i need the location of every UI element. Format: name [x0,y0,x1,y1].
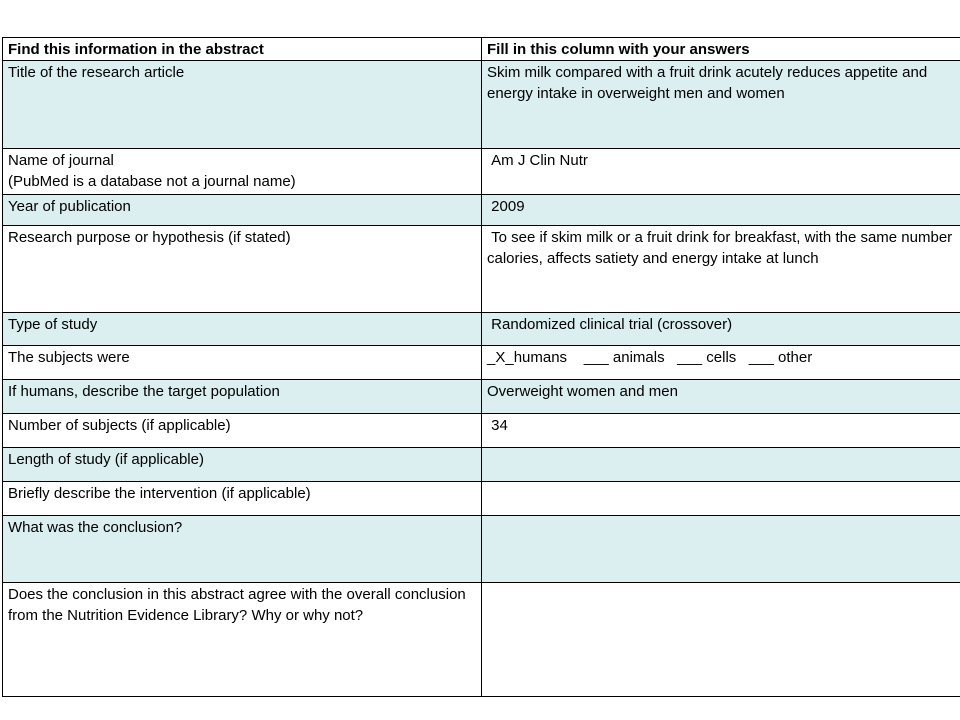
table-row [3,149,960,195]
answer-cell[interactable]: Skim milk compared with a fruit drink acutely reduces appetite and energy intake in overweight men and women [482,61,960,149]
table-row [3,346,960,380]
prompt-cell: Title of the research article [3,61,482,149]
prompt-cell: What was the conclusion? [3,516,482,583]
answer-cell[interactable] [482,482,960,516]
answer-cell[interactable] [482,583,960,697]
table-row [3,448,960,482]
answer-cell[interactable]: _X_humans ___ animals ___ cells ___ other [482,346,960,380]
answer-cell[interactable] [482,516,960,583]
table-row [3,583,960,697]
prompt-cell: If humans, describe the target population [3,380,482,414]
prompt-cell: Briefly describe the intervention (if applicable) [3,482,482,516]
header-answer-column: Fill in this column with your answers [482,38,960,61]
header-prompt-column: Find this information in the abstract [3,38,482,61]
table-row [3,61,960,149]
answer-cell[interactable]: Randomized clinical trial (crossover) [482,313,960,346]
prompt-cell: Type of study [3,313,482,346]
table-row [3,226,960,313]
answer-cell[interactable]: Overweight women and men [482,380,960,414]
answer-cell[interactable]: To see if skim milk or a fruit drink for breakfast, with the same number calories, affects satiety and energy intake at lunch [482,226,960,313]
abstract-worksheet-table [2,37,960,697]
answer-cell[interactable]: 2009 [482,195,960,226]
prompt-cell: Year of publication [3,195,482,226]
table-row [3,380,960,414]
answer-cell[interactable] [482,448,960,482]
prompt-cell: Length of study (if applicable) [3,448,482,482]
prompt-cell: The subjects were [3,346,482,380]
answer-cell[interactable]: 34 [482,414,960,448]
table-row [3,414,960,448]
table-row [3,516,960,583]
header-row [3,38,960,61]
prompt-cell: Does the conclusion in this abstract agree with the overall conclusion from the Nutrition Evidence Library? Why or why not? [3,583,482,697]
answer-cell[interactable]: Am J Clin Nutr [482,149,960,195]
prompt-cell: Name of journal (PubMed is a database not a journal name) [3,149,482,195]
table-row [3,482,960,516]
table-row [3,195,960,226]
prompt-cell: Research purpose or hypothesis (if stated) [3,226,482,313]
table-row [3,313,960,346]
prompt-cell: Number of subjects (if applicable) [3,414,482,448]
